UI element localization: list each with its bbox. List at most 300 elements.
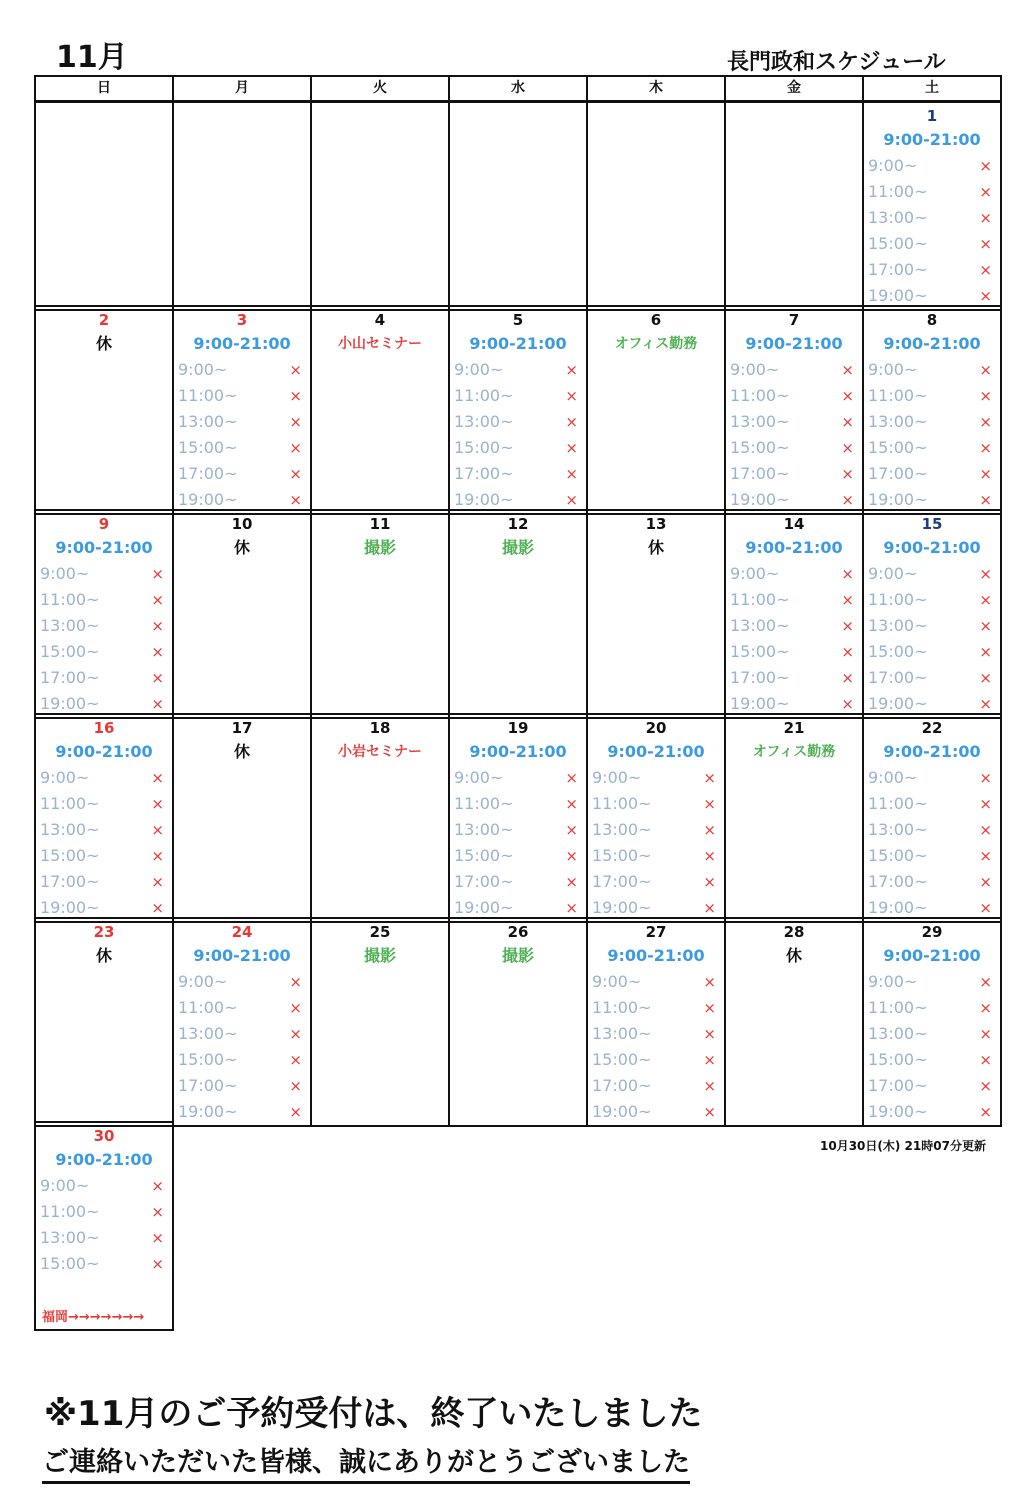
unavailable-mark-icon: ×: [979, 643, 992, 661]
unavailable-mark-icon: ×: [151, 769, 164, 787]
time-slot[interactable]: [450, 357, 586, 383]
time-slot[interactable]: [864, 1073, 1000, 1099]
day-number: 13: [645, 515, 667, 533]
time-slot[interactable]: [174, 1073, 310, 1099]
day-cell[interactable]: [172, 305, 312, 515]
day-number: 7: [788, 311, 800, 329]
time-slot[interactable]: [864, 153, 1000, 179]
time-slot-label: 15:00~: [40, 1254, 100, 1273]
unavailable-mark-icon: ×: [841, 387, 854, 405]
time-slot[interactable]: [36, 843, 172, 869]
time-slot[interactable]: [174, 383, 310, 409]
unavailable-mark-icon: ×: [151, 899, 164, 917]
weekday-header: 月: [172, 75, 312, 102]
unavailable-mark-icon: ×: [979, 287, 992, 305]
time-slot-label: 9:00~: [592, 768, 642, 787]
day-number: 8: [926, 311, 938, 329]
unavailable-mark-icon: ×: [703, 821, 716, 839]
time-slot-label: 13:00~: [40, 1228, 100, 1247]
time-slot[interactable]: [864, 587, 1000, 613]
unavailable-mark-icon: ×: [979, 1077, 992, 1095]
time-slot[interactable]: [726, 383, 862, 409]
time-slot[interactable]: [864, 791, 1000, 817]
day-status: 9:00-21:00: [745, 538, 843, 557]
time-slot[interactable]: [36, 869, 172, 895]
day-status: 撮影: [363, 946, 396, 965]
unavailable-mark-icon: ×: [289, 439, 302, 457]
time-slot[interactable]: [588, 1021, 724, 1047]
time-slot[interactable]: [864, 231, 1000, 257]
time-slot[interactable]: [36, 765, 172, 791]
time-slot[interactable]: [726, 409, 862, 435]
day-cell[interactable]: [586, 917, 726, 1127]
fukuoka-note: 福岡→→→→→→→: [42, 1310, 145, 1325]
time-slot[interactable]: [726, 435, 862, 461]
day-number: 22: [921, 719, 943, 737]
time-slot[interactable]: [450, 409, 586, 435]
time-slot-label: 11:00~: [40, 1202, 100, 1221]
time-slot[interactable]: [588, 1099, 724, 1125]
time-slot[interactable]: [726, 561, 862, 587]
time-slot-label: 19:00~: [40, 898, 100, 917]
unavailable-mark-icon: ×: [841, 695, 854, 713]
time-slot[interactable]: [726, 665, 862, 691]
day-status: 9:00-21:00: [883, 538, 981, 557]
time-slot[interactable]: [36, 587, 172, 613]
day-cell[interactable]: [862, 101, 1002, 311]
time-slot[interactable]: [174, 995, 310, 1021]
unavailable-mark-icon: ×: [703, 769, 716, 787]
empty-day-cell: [172, 101, 312, 311]
day-number: 16: [93, 719, 115, 737]
day-cell[interactable]: [724, 509, 864, 719]
weekday-header: 水: [448, 75, 588, 102]
time-slot-label: 9:00~: [868, 360, 918, 379]
day-status: 撮影: [501, 538, 534, 557]
unavailable-mark-icon: ×: [289, 1077, 302, 1095]
time-slot[interactable]: [36, 1225, 172, 1251]
time-slot-label: 17:00~: [592, 872, 652, 891]
day-status: 休: [233, 538, 250, 557]
time-slot[interactable]: [864, 205, 1000, 231]
day-cell[interactable]: [34, 305, 174, 515]
unavailable-mark-icon: ×: [841, 413, 854, 431]
time-slot-label: 11:00~: [40, 794, 100, 813]
time-slot-label: 13:00~: [592, 820, 652, 839]
unavailable-mark-icon: ×: [151, 1203, 164, 1221]
day-cell[interactable]: [34, 713, 174, 923]
time-slot[interactable]: [726, 357, 862, 383]
unavailable-mark-icon: ×: [703, 1051, 716, 1069]
unavailable-mark-icon: ×: [565, 821, 578, 839]
day-cell[interactable]: [34, 1121, 174, 1331]
time-slot-label: 13:00~: [868, 208, 928, 227]
day-cell[interactable]: [310, 917, 450, 1127]
time-slot[interactable]: [588, 843, 724, 869]
time-slot-label: 17:00~: [454, 872, 514, 891]
time-slot-label: 11:00~: [178, 998, 238, 1017]
time-slot-label: 19:00~: [868, 1102, 928, 1121]
day-cell[interactable]: [448, 713, 588, 923]
time-slot-label: 19:00~: [730, 694, 790, 713]
day-status: 9:00-21:00: [607, 742, 705, 761]
time-slot-label: 9:00~: [454, 360, 504, 379]
day-cell[interactable]: [724, 713, 864, 923]
time-slot[interactable]: [864, 817, 1000, 843]
day-cell[interactable]: [448, 917, 588, 1127]
unavailable-mark-icon: ×: [565, 439, 578, 457]
unavailable-mark-icon: ×: [979, 795, 992, 813]
unavailable-mark-icon: ×: [703, 873, 716, 891]
time-slot-label: 17:00~: [868, 1076, 928, 1095]
unavailable-mark-icon: ×: [979, 899, 992, 917]
day-status: 休: [233, 742, 250, 761]
unavailable-mark-icon: ×: [979, 157, 992, 175]
updated-timestamp: 10月30日(木) 21時07分更新: [820, 1139, 986, 1153]
time-slot-label: 9:00~: [454, 768, 504, 787]
time-slot[interactable]: [36, 665, 172, 691]
time-slot[interactable]: [36, 561, 172, 587]
time-slot[interactable]: [450, 765, 586, 791]
unavailable-mark-icon: ×: [703, 795, 716, 813]
day-cell[interactable]: [172, 713, 312, 923]
time-slot[interactable]: [864, 995, 1000, 1021]
time-slot[interactable]: [864, 561, 1000, 587]
time-slot-label: 17:00~: [178, 464, 238, 483]
time-slot-label: 15:00~: [592, 846, 652, 865]
unavailable-mark-icon: ×: [703, 1077, 716, 1095]
time-slot[interactable]: [174, 1047, 310, 1073]
time-slot-label: 17:00~: [40, 872, 100, 891]
unavailable-mark-icon: ×: [979, 413, 992, 431]
time-slot[interactable]: [864, 665, 1000, 691]
weekday-header: 日: [34, 75, 174, 102]
time-slot[interactable]: [174, 461, 310, 487]
unavailable-mark-icon: ×: [979, 439, 992, 457]
unavailable-mark-icon: ×: [565, 361, 578, 379]
day-cell[interactable]: [310, 305, 450, 515]
day-cell[interactable]: [172, 509, 312, 719]
time-slot-label: 19:00~: [178, 1102, 238, 1121]
time-slot-label: 13:00~: [868, 1024, 928, 1043]
time-slot[interactable]: [174, 969, 310, 995]
time-slot[interactable]: [864, 257, 1000, 283]
unavailable-mark-icon: ×: [703, 847, 716, 865]
time-slot-label: 17:00~: [868, 668, 928, 687]
time-slot[interactable]: [726, 613, 862, 639]
time-slot[interactable]: [450, 869, 586, 895]
day-status: オフィス勤務: [614, 336, 698, 352]
time-slot[interactable]: [726, 639, 862, 665]
time-slot-label: 15:00~: [454, 846, 514, 865]
day-number: 9: [98, 515, 110, 533]
day-cell[interactable]: [448, 305, 588, 515]
time-slot[interactable]: [36, 639, 172, 665]
day-cell[interactable]: [310, 509, 450, 719]
time-slot-label: 11:00~: [730, 386, 790, 405]
unavailable-mark-icon: ×: [151, 873, 164, 891]
day-number: 2: [98, 311, 110, 329]
time-slot-label: 13:00~: [730, 616, 790, 635]
day-status: 休: [95, 946, 112, 965]
unavailable-mark-icon: ×: [979, 361, 992, 379]
day-status: 9:00-21:00: [883, 742, 981, 761]
time-slot[interactable]: [864, 843, 1000, 869]
day-number: 30: [93, 1127, 115, 1145]
unavailable-mark-icon: ×: [979, 491, 992, 509]
time-slot-label: 9:00~: [178, 360, 228, 379]
time-slot-label: 19:00~: [868, 694, 928, 713]
day-number: 18: [369, 719, 391, 737]
time-slot[interactable]: [588, 791, 724, 817]
unavailable-mark-icon: ×: [979, 669, 992, 687]
time-slot[interactable]: [864, 1099, 1000, 1125]
time-slot-label: 11:00~: [592, 794, 652, 813]
unavailable-mark-icon: ×: [289, 465, 302, 483]
empty-day-cell: [448, 101, 588, 311]
time-slot[interactable]: [864, 969, 1000, 995]
day-number: 24: [231, 923, 253, 941]
time-slot[interactable]: [174, 357, 310, 383]
time-slot[interactable]: [864, 383, 1000, 409]
day-number: 23: [93, 923, 115, 941]
time-slot[interactable]: [726, 587, 862, 613]
day-number: 19: [507, 719, 529, 737]
empty-day-cell: [34, 101, 174, 311]
day-number: 12: [507, 515, 529, 533]
time-slot[interactable]: [174, 1021, 310, 1047]
time-slot[interactable]: [588, 1047, 724, 1073]
time-slot[interactable]: [864, 613, 1000, 639]
unavailable-mark-icon: ×: [151, 695, 164, 713]
unavailable-mark-icon: ×: [979, 465, 992, 483]
time-slot[interactable]: [174, 435, 310, 461]
time-slot[interactable]: [36, 791, 172, 817]
day-cell[interactable]: [586, 305, 726, 515]
unavailable-mark-icon: ×: [979, 209, 992, 227]
day-status: 休: [785, 946, 802, 965]
time-slot[interactable]: [36, 1251, 172, 1277]
day-number: 21: [783, 719, 805, 737]
day-cell[interactable]: [862, 509, 1002, 719]
time-slot-label: 9:00~: [592, 972, 642, 991]
time-slot[interactable]: [864, 765, 1000, 791]
time-slot-label: 13:00~: [868, 412, 928, 431]
day-status: 9:00-21:00: [883, 334, 981, 353]
day-cell[interactable]: [34, 509, 174, 719]
unavailable-mark-icon: ×: [979, 591, 992, 609]
day-cell[interactable]: [862, 917, 1002, 1127]
time-slot-label: 15:00~: [730, 642, 790, 661]
empty-day-cell: [586, 101, 726, 311]
time-slot[interactable]: [588, 869, 724, 895]
time-slot[interactable]: [588, 765, 724, 791]
reservation-closed-notice: ※11月のご予約受付は、終了いたしました: [44, 1394, 703, 1434]
day-number: 28: [783, 923, 805, 941]
time-slot[interactable]: [864, 461, 1000, 487]
unavailable-mark-icon: ×: [841, 643, 854, 661]
day-number: 26: [507, 923, 529, 941]
day-number: 29: [921, 923, 943, 941]
time-slot-label: 17:00~: [592, 1076, 652, 1095]
time-slot-label: 13:00~: [868, 820, 928, 839]
unavailable-mark-icon: ×: [979, 973, 992, 991]
unavailable-mark-icon: ×: [979, 999, 992, 1017]
time-slot-label: 17:00~: [178, 1076, 238, 1095]
time-slot[interactable]: [174, 409, 310, 435]
day-number: 3: [236, 311, 248, 329]
time-slot[interactable]: [864, 179, 1000, 205]
time-slot-label: 15:00~: [868, 1050, 928, 1069]
time-slot[interactable]: [726, 461, 862, 487]
time-slot[interactable]: [588, 1073, 724, 1099]
time-slot[interactable]: [450, 817, 586, 843]
unavailable-mark-icon: ×: [565, 899, 578, 917]
day-status: 9:00-21:00: [55, 538, 153, 557]
time-slot[interactable]: [36, 1173, 172, 1199]
unavailable-mark-icon: ×: [565, 491, 578, 509]
time-slot-label: 17:00~: [454, 464, 514, 483]
day-status: 9:00-21:00: [55, 742, 153, 761]
time-slot-label: 15:00~: [40, 846, 100, 865]
time-slot-label: 15:00~: [178, 438, 238, 457]
unavailable-mark-icon: ×: [565, 847, 578, 865]
time-slot-label: 19:00~: [454, 490, 514, 509]
unavailable-mark-icon: ×: [979, 235, 992, 253]
time-slot[interactable]: [36, 817, 172, 843]
time-slot-label: 11:00~: [40, 590, 100, 609]
unavailable-mark-icon: ×: [565, 413, 578, 431]
day-cell[interactable]: [310, 713, 450, 923]
day-cell[interactable]: [724, 917, 864, 1127]
day-cell[interactable]: [172, 917, 312, 1127]
empty-day-cell: [310, 101, 450, 311]
time-slot-label: 19:00~: [454, 898, 514, 917]
unavailable-mark-icon: ×: [979, 821, 992, 839]
unavailable-mark-icon: ×: [151, 565, 164, 583]
day-cell[interactable]: [586, 509, 726, 719]
day-cell[interactable]: [448, 509, 588, 719]
day-cell[interactable]: [862, 713, 1002, 923]
time-slot[interactable]: [174, 1099, 310, 1125]
unavailable-mark-icon: ×: [151, 847, 164, 865]
unavailable-mark-icon: ×: [289, 361, 302, 379]
day-status: 9:00-21:00: [193, 334, 291, 353]
day-status: 撮影: [363, 538, 396, 557]
time-slot-label: 19:00~: [730, 490, 790, 509]
unavailable-mark-icon: ×: [979, 617, 992, 635]
time-slot[interactable]: [588, 969, 724, 995]
time-slot[interactable]: [864, 639, 1000, 665]
time-slot[interactable]: [450, 791, 586, 817]
unavailable-mark-icon: ×: [565, 795, 578, 813]
time-slot[interactable]: [36, 1199, 172, 1225]
time-slot[interactable]: [864, 357, 1000, 383]
time-slot-label: 13:00~: [592, 1024, 652, 1043]
time-slot[interactable]: [36, 613, 172, 639]
day-number: 1: [926, 107, 938, 125]
unavailable-mark-icon: ×: [565, 873, 578, 891]
unavailable-mark-icon: ×: [841, 591, 854, 609]
day-number: 15: [921, 515, 943, 533]
time-slot-label: 15:00~: [868, 234, 928, 253]
time-slot-label: 19:00~: [178, 490, 238, 509]
time-slot-label: 17:00~: [868, 260, 928, 279]
time-slot[interactable]: [450, 435, 586, 461]
time-slot-label: 9:00~: [868, 564, 918, 583]
day-cell[interactable]: [724, 305, 864, 515]
unavailable-mark-icon: ×: [565, 387, 578, 405]
day-status: 9:00-21:00: [607, 946, 705, 965]
time-slot-label: 19:00~: [868, 286, 928, 305]
time-slot-label: 15:00~: [40, 642, 100, 661]
unavailable-mark-icon: ×: [703, 899, 716, 917]
time-slot-label: 9:00~: [178, 972, 228, 991]
time-slot[interactable]: [588, 995, 724, 1021]
empty-day-cell: [724, 101, 864, 311]
time-slot-label: 15:00~: [868, 438, 928, 457]
unavailable-mark-icon: ×: [151, 591, 164, 609]
time-slot-label: 15:00~: [730, 438, 790, 457]
time-slot[interactable]: [864, 435, 1000, 461]
unavailable-mark-icon: ×: [979, 565, 992, 583]
time-slot[interactable]: [864, 869, 1000, 895]
time-slot-label: 13:00~: [868, 616, 928, 635]
unavailable-mark-icon: ×: [979, 1025, 992, 1043]
time-slot[interactable]: [588, 817, 724, 843]
day-cell[interactable]: [586, 713, 726, 923]
unavailable-mark-icon: ×: [289, 1103, 302, 1121]
time-slot[interactable]: [864, 409, 1000, 435]
day-number: 14: [783, 515, 805, 533]
unavailable-mark-icon: ×: [289, 973, 302, 991]
time-slot-label: 17:00~: [730, 668, 790, 687]
time-slot-label: 15:00~: [454, 438, 514, 457]
day-cell[interactable]: [862, 305, 1002, 515]
time-slot-label: 13:00~: [178, 412, 238, 431]
time-slot[interactable]: [450, 461, 586, 487]
time-slot-label: 15:00~: [868, 846, 928, 865]
time-slot[interactable]: [450, 383, 586, 409]
unavailable-mark-icon: ×: [841, 439, 854, 457]
unavailable-mark-icon: ×: [289, 413, 302, 431]
day-status: 撮影: [501, 946, 534, 965]
time-slot-label: 13:00~: [454, 820, 514, 839]
time-slot[interactable]: [864, 1021, 1000, 1047]
day-status: 9:00-21:00: [883, 130, 981, 149]
day-cell[interactable]: [34, 917, 174, 1127]
unavailable-mark-icon: ×: [979, 261, 992, 279]
time-slot-label: 17:00~: [868, 872, 928, 891]
unavailable-mark-icon: ×: [151, 669, 164, 687]
day-status: 9:00-21:00: [469, 334, 567, 353]
unavailable-mark-icon: ×: [565, 769, 578, 787]
day-status: 9:00-21:00: [745, 334, 843, 353]
unavailable-mark-icon: ×: [979, 1103, 992, 1121]
time-slot[interactable]: [450, 843, 586, 869]
time-slot-label: 13:00~: [178, 1024, 238, 1043]
day-status: 9:00-21:00: [883, 946, 981, 965]
unavailable-mark-icon: ×: [151, 1229, 164, 1247]
unavailable-mark-icon: ×: [151, 1177, 164, 1195]
unavailable-mark-icon: ×: [979, 1051, 992, 1069]
time-slot-label: 13:00~: [40, 616, 100, 635]
day-number: 10: [231, 515, 253, 533]
time-slot-label: 19:00~: [868, 490, 928, 509]
day-number: 4: [374, 311, 386, 329]
time-slot[interactable]: [864, 1047, 1000, 1073]
unavailable-mark-icon: ×: [289, 387, 302, 405]
